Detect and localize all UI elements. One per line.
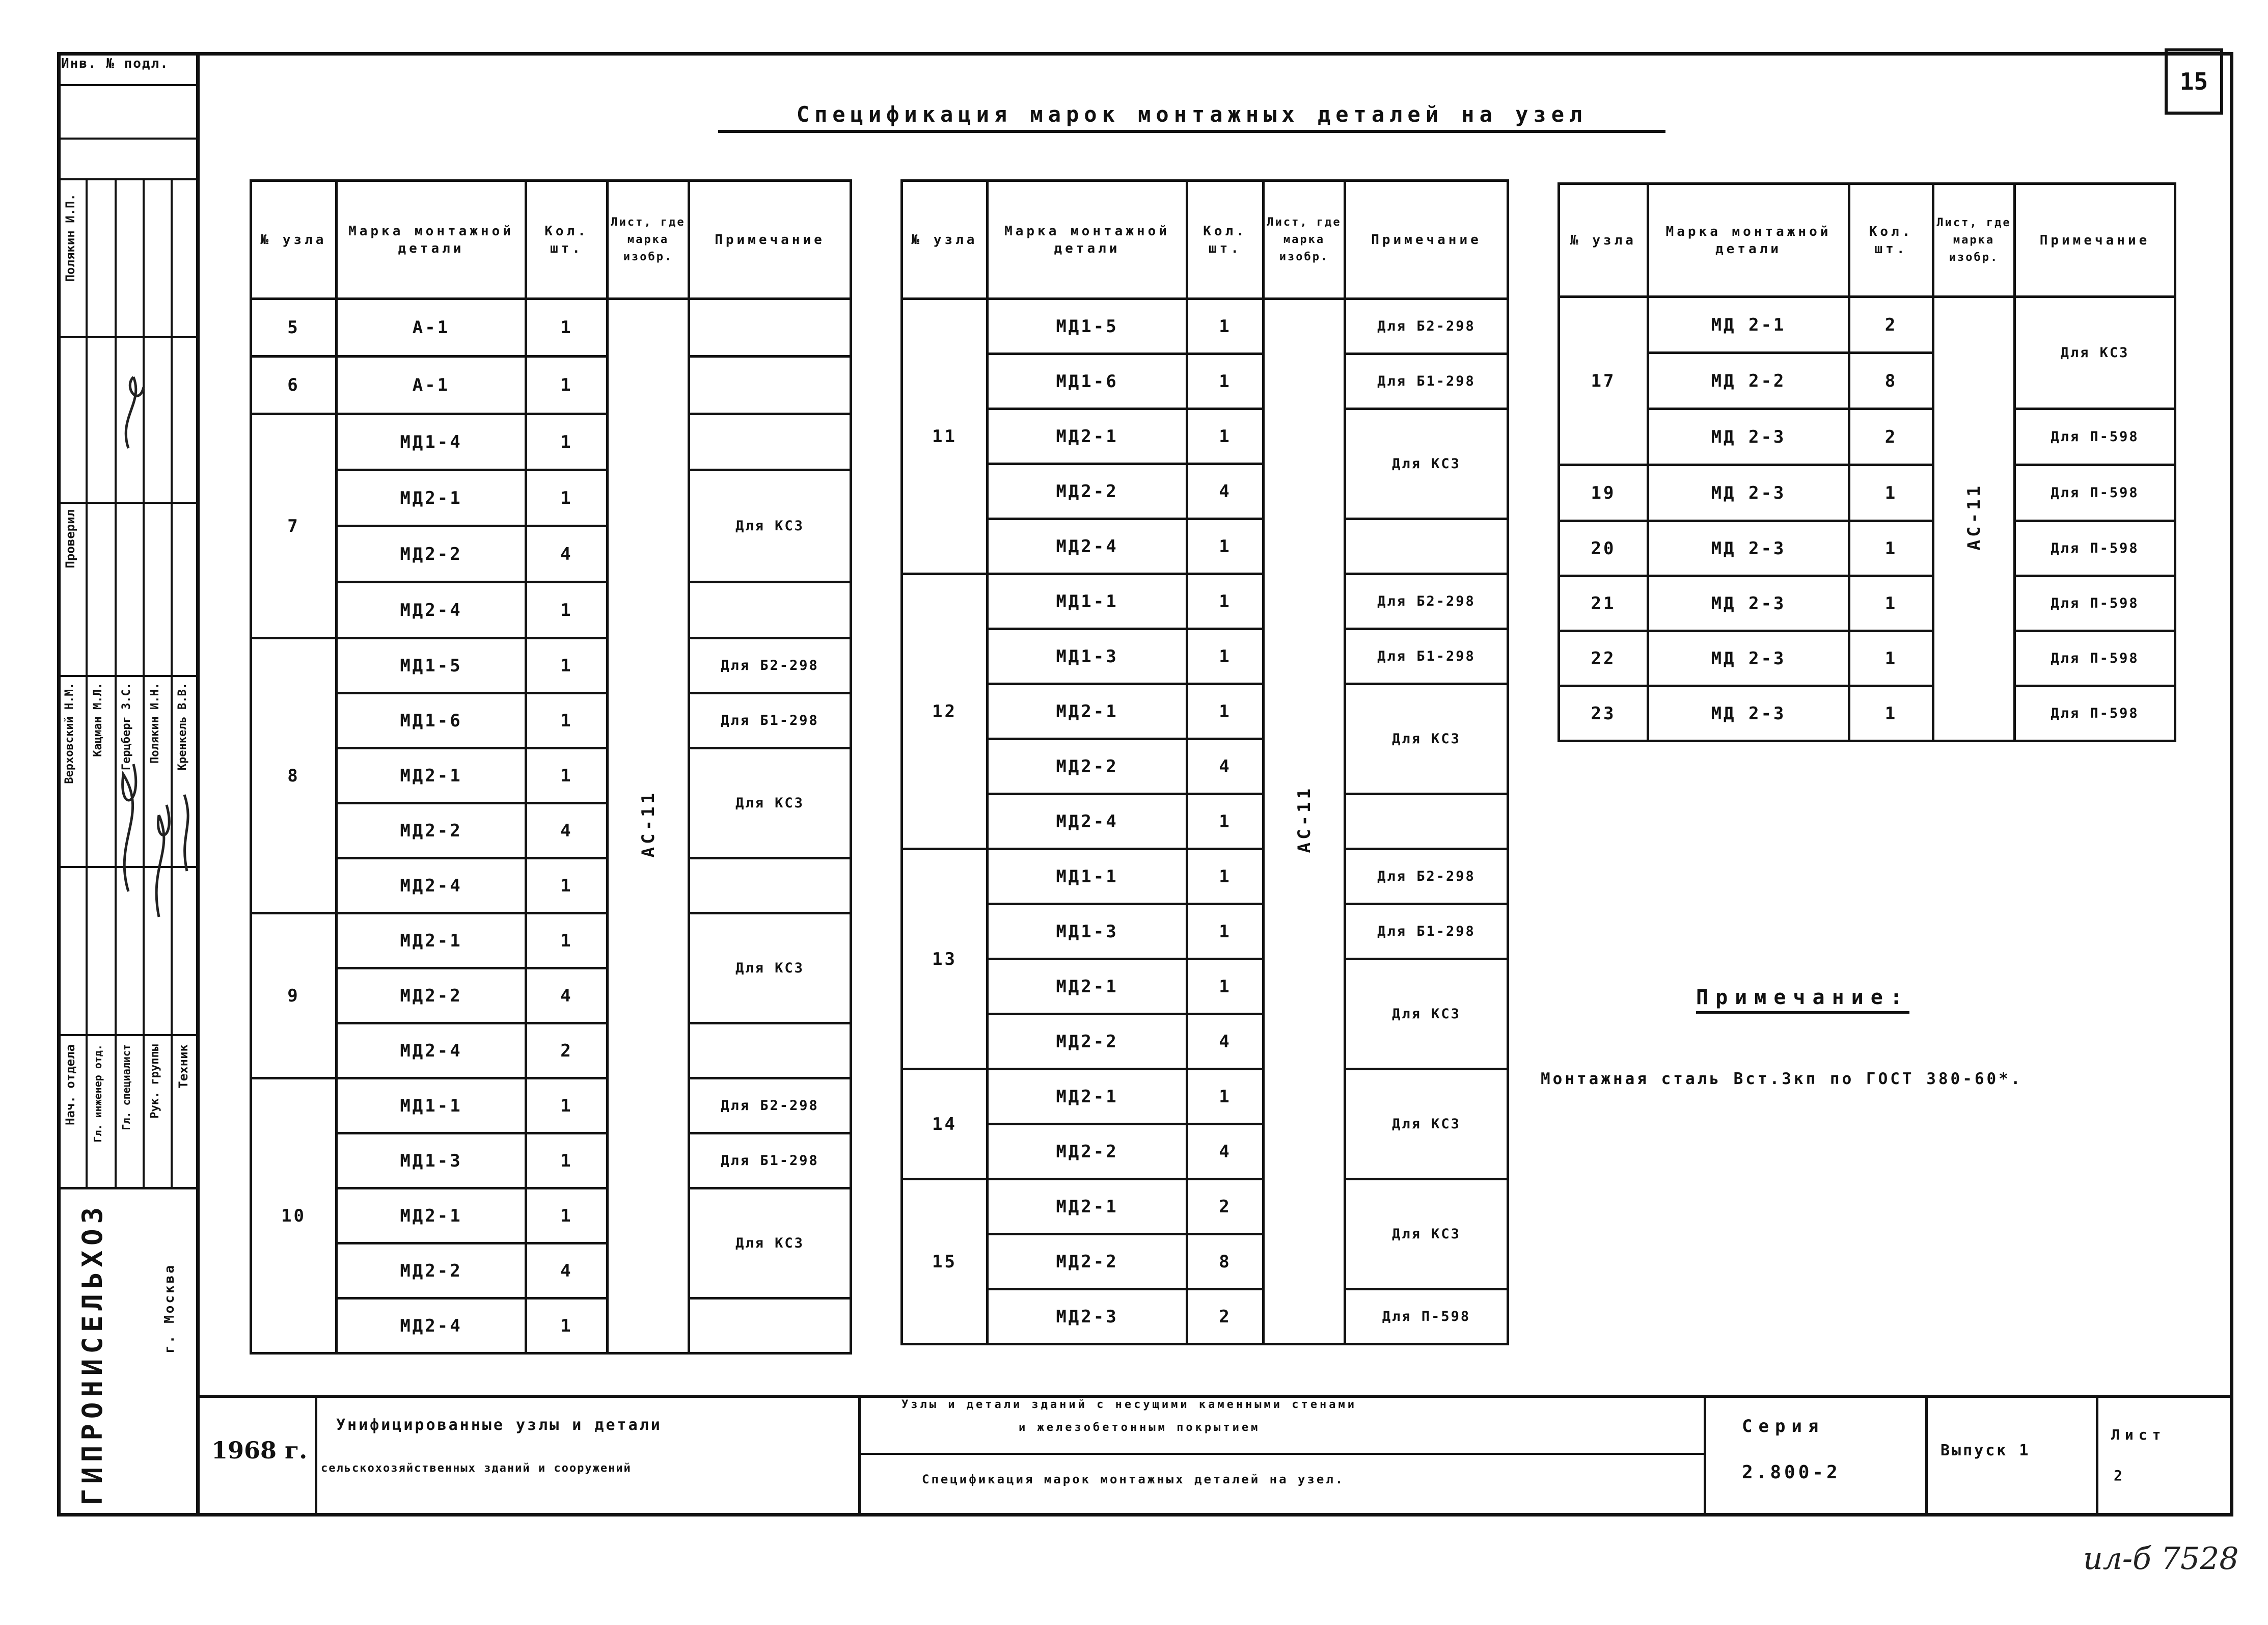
side-hline — [57, 1034, 200, 1036]
cell-note: Для Б2-298 — [689, 638, 851, 693]
cell-qty: 1 — [1187, 409, 1264, 464]
cell-note: Для КС3 — [1345, 1069, 1508, 1179]
cell-qty: 2 — [1849, 409, 1933, 465]
title-block-sheet-label: Лист — [2111, 1426, 2166, 1443]
title-block-hline — [861, 1453, 1704, 1455]
archive-stamp: ил-б 7528 — [2083, 1541, 2239, 1577]
title-block-top-line — [196, 1395, 2233, 1398]
cell-qty: 1 — [526, 1133, 608, 1188]
cell-mark: МД2-1 — [337, 913, 526, 968]
cell-qty: 4 — [526, 968, 608, 1023]
cell-note: Для КС3 — [689, 1188, 851, 1298]
cell-mark: МД2-3 — [988, 1289, 1187, 1344]
cell-note: Для Б1-298 — [689, 1133, 851, 1188]
cell-note: Для П-598 — [2015, 409, 2175, 465]
cell-qty: 4 — [526, 526, 608, 582]
cell-note: Для КС3 — [1345, 1179, 1508, 1289]
cell-note: Для Б2-298 — [1345, 299, 1508, 354]
cell-mark: МД1-3 — [337, 1133, 526, 1188]
cell-mark: МД2-2 — [988, 1014, 1187, 1069]
cell-mark: МД1-5 — [337, 638, 526, 693]
cell-qty: 2 — [1849, 297, 1933, 353]
cell-mark: МД2-2 — [337, 968, 526, 1023]
cell-note: Для КС3 — [689, 470, 851, 582]
cell-qty: 1 — [1187, 794, 1264, 849]
cell-note: Для Б2-298 — [1345, 574, 1508, 629]
cell-mark: МД2-2 — [988, 739, 1187, 794]
title-block-series-value: 2.800-2 — [1742, 1462, 1841, 1483]
spec-table-1 — [250, 179, 852, 1355]
cell-node: 8 — [251, 638, 337, 913]
cell-qty: 1 — [1187, 684, 1264, 739]
cell-mark: А-1 — [337, 299, 526, 357]
cell-qty: 1 — [1187, 299, 1264, 354]
header-qty: Кол. шт. — [1187, 181, 1264, 299]
cell-mark: МД1-1 — [988, 574, 1187, 629]
page-title: Спецификация марок монтажных деталей на узел — [718, 102, 1665, 133]
cell-mark: МД2-1 — [988, 684, 1187, 739]
remark-heading: Примечание: — [1696, 986, 1909, 1014]
header-mark: Марка монтажной детали — [988, 181, 1187, 299]
signature-marks — [57, 357, 200, 1034]
cell-mark: МД2-2 — [988, 1234, 1187, 1289]
header-node: № узла — [251, 181, 337, 299]
cell-qty: 4 — [1187, 1124, 1264, 1179]
cell-mark: МД2-1 — [988, 409, 1187, 464]
signature-1 — [123, 764, 136, 891]
side-hline — [57, 336, 200, 338]
cell-note — [689, 858, 851, 913]
inventory-label: Инв. № подл. — [61, 56, 169, 71]
cell-mark: МД2-2 — [337, 1243, 526, 1298]
cell-node: 22 — [1559, 631, 1648, 686]
cell-mark: МД1-3 — [988, 904, 1187, 959]
cell-note — [689, 299, 851, 357]
cell-mark: МД 2-1 — [1648, 297, 1849, 353]
cell-node: 10 — [251, 1078, 337, 1353]
cell-mark: МД 2-2 — [1648, 353, 1849, 409]
cell-note: Для КС3 — [1345, 959, 1508, 1069]
cell-mark: МД2-4 — [337, 582, 526, 638]
cell-mark: МД2-1 — [988, 1069, 1187, 1124]
cell-mark: МД2-4 — [337, 1298, 526, 1353]
cell-qty: 1 — [1849, 465, 1933, 521]
cell-note: Для П-598 — [2015, 521, 2175, 576]
header-note: Примечание — [2015, 184, 2175, 297]
cell-qty: 2 — [1187, 1289, 1264, 1344]
cell-qty: 1 — [1187, 849, 1264, 904]
header-sheet: Лист, где марка изобр. — [1264, 181, 1345, 299]
cell-mark: МД2-4 — [337, 858, 526, 913]
cell-qty: 1 — [526, 913, 608, 968]
cell-mark: МД1-5 — [988, 299, 1187, 354]
cell-qty: 4 — [526, 803, 608, 858]
header-note: Примечание — [689, 181, 851, 299]
remark-text: Монтажная сталь Вст.3кп по ГОСТ 380-60*. — [1541, 1070, 2023, 1088]
title-block-subject-line1: Узлы и детали зданий с несущими каменными стенами — [901, 1398, 1357, 1411]
cell-qty: 1 — [1187, 354, 1264, 409]
cell-qty: 1 — [526, 638, 608, 693]
cell-mark: МД2-1 — [337, 470, 526, 526]
header-sheet: Лист, где марка изобр. — [1933, 184, 2015, 297]
cell-mark: А-1 — [337, 357, 526, 414]
side-hline — [57, 1187, 200, 1189]
checked-label: Проверил — [63, 509, 77, 568]
cell-node: 13 — [902, 849, 988, 1069]
spec-table-2 — [900, 179, 1509, 1345]
cell-note: Для П-598 — [1345, 1289, 1508, 1344]
cell-note: Для П-598 — [2015, 686, 2175, 741]
staff-name: Полякин И.Н. — [149, 683, 161, 764]
staff-role: Техник — [176, 1044, 190, 1089]
staff-name: Кацман М.Л. — [92, 683, 104, 757]
header-mark: Марка монтажной детали — [1648, 184, 1849, 297]
cell-mark: МД 2-3 — [1648, 465, 1849, 521]
cell-note: Для КС3 — [689, 748, 851, 858]
cell-qty: 1 — [526, 357, 608, 414]
cell-note: Для КС3 — [1345, 684, 1508, 794]
title-block-issue: Выпуск 1 — [1941, 1442, 2031, 1459]
cell-note — [1345, 794, 1508, 849]
title-block-series-label: Серия — [1742, 1416, 1825, 1437]
cell-note: Для П-598 — [2015, 465, 2175, 521]
header-mark: Марка монтажной детали — [337, 181, 526, 299]
cell-node: 21 — [1559, 576, 1648, 631]
staff-role: Нач. отдела — [63, 1044, 77, 1125]
cell-node: 14 — [902, 1069, 988, 1179]
cell-node: 20 — [1559, 521, 1648, 576]
cell-qty: 1 — [526, 693, 608, 748]
cell-node: 11 — [902, 299, 988, 574]
cell-qty: 1 — [1187, 574, 1264, 629]
signature-3 — [184, 795, 188, 871]
staff-role: Гл. инженер отд. — [92, 1044, 104, 1143]
title-block-year: 1968 г. — [211, 1437, 308, 1464]
cell-qty: 1 — [526, 1298, 608, 1353]
cell-qty: 1 — [526, 299, 608, 357]
cell-node: 17 — [1559, 297, 1648, 465]
cell-qty: 2 — [1187, 1179, 1264, 1234]
drawn-label: Полякин И.П. — [63, 194, 77, 282]
cell-note — [689, 582, 851, 638]
staff-name: Кренкель В.В. — [176, 683, 189, 771]
cell-note — [689, 414, 851, 470]
cell-mark: МД2-1 — [337, 748, 526, 803]
cell-mark: МД2-4 — [988, 519, 1187, 574]
staff-name: Герцберг З.С. — [120, 683, 133, 771]
cell-note — [689, 1023, 851, 1078]
cell-qty: 1 — [1187, 904, 1264, 959]
institute-name: ГИПРОНИСЕЛЬХОЗ — [76, 1202, 108, 1506]
cell-node: 9 — [251, 913, 337, 1078]
cell-mark: МД 2-3 — [1648, 631, 1849, 686]
cell-note: Для КС3 — [689, 913, 851, 1023]
cell-note — [1345, 519, 1508, 574]
cell-qty: 1 — [526, 1078, 608, 1133]
title-block-divider — [2096, 1395, 2098, 1516]
cell-qty: 1 — [1849, 521, 1933, 576]
cell-note: Для КС3 — [2015, 297, 2175, 409]
staff-role: Гл. специалист — [120, 1044, 132, 1130]
cell-qty: 1 — [526, 582, 608, 638]
cell-qty: 1 — [1849, 631, 1933, 686]
cell-note: Для Б1-298 — [1345, 354, 1508, 409]
staff-name: Верховский Н.М. — [63, 683, 76, 784]
cell-note — [689, 1298, 851, 1353]
signature-check — [126, 377, 144, 448]
cell-mark: МД1-1 — [337, 1078, 526, 1133]
header-node: № узла — [902, 181, 988, 299]
header-node: № узла — [1559, 184, 1648, 297]
cell-mark: МД1-6 — [988, 354, 1187, 409]
header-sheet: Лист, где марка изобр. — [608, 181, 689, 299]
cell-note: Для П-598 — [2015, 576, 2175, 631]
cell-mark: МД2-2 — [988, 464, 1187, 519]
cell-mark: МД2-2 — [988, 1124, 1187, 1179]
cell-node: 7 — [251, 414, 337, 638]
cell-qty: 1 — [1187, 1069, 1264, 1124]
cell-node: 5 — [251, 299, 337, 357]
header-qty: Кол. шт. — [1849, 184, 1933, 297]
title-block-divider — [858, 1395, 861, 1516]
cell-note: Для КС3 — [1345, 409, 1508, 519]
page-number: 15 — [2165, 48, 2223, 115]
title-block-subject-line2: и железобетонным покрытием — [1019, 1421, 1261, 1434]
cell-node: 12 — [902, 574, 988, 849]
cell-mark: МД 2-3 — [1648, 521, 1849, 576]
side-hline — [57, 84, 200, 86]
cell-qty: 4 — [1187, 464, 1264, 519]
cell-sheet-ref: АС-11 — [1933, 297, 2015, 741]
cell-sheet-ref: АС-11 — [608, 299, 689, 1353]
cell-qty: 2 — [526, 1023, 608, 1078]
cell-qty: 1 — [1187, 629, 1264, 684]
title-block-divider — [1704, 1395, 1706, 1516]
staff-role: Рук. группы — [149, 1044, 161, 1119]
cell-mark: МД2-4 — [988, 794, 1187, 849]
cell-mark: МД 2-3 — [1648, 409, 1849, 465]
cell-qty: 1 — [526, 748, 608, 803]
cell-qty: 8 — [1849, 353, 1933, 409]
cell-note: Для Б1-298 — [1345, 629, 1508, 684]
cell-node: 15 — [902, 1179, 988, 1344]
cell-qty: 1 — [1187, 959, 1264, 1014]
cell-qty: 4 — [1187, 739, 1264, 794]
cell-node: 23 — [1559, 686, 1648, 741]
side-hline — [57, 138, 200, 140]
cell-qty: 8 — [1187, 1234, 1264, 1289]
title-block-org-line2: сельскохозяйственных зданий и сооружений — [321, 1462, 632, 1475]
header-note: Примечание — [1345, 181, 1508, 299]
cell-mark: МД 2-3 — [1648, 576, 1849, 631]
cell-mark: МД1-4 — [337, 414, 526, 470]
cell-mark: МД1-3 — [988, 629, 1187, 684]
cell-qty: 1 — [526, 1188, 608, 1243]
title-block-divider — [1925, 1395, 1928, 1516]
cell-qty: 4 — [526, 1243, 608, 1298]
cell-mark: МД2-2 — [337, 526, 526, 582]
cell-qty: 1 — [1849, 576, 1933, 631]
cell-qty: 1 — [526, 414, 608, 470]
cell-mark: МД1-1 — [988, 849, 1187, 904]
cell-mark: МД1-6 — [337, 693, 526, 748]
cell-qty: 1 — [1187, 519, 1264, 574]
header-qty: Кол. шт. — [526, 181, 608, 299]
signature-2 — [156, 805, 169, 917]
title-block-sheet-value: 2 — [2114, 1467, 2122, 1484]
cell-mark: МД2-1 — [988, 959, 1187, 1014]
cell-node: 19 — [1559, 465, 1648, 521]
cell-note: Для П-598 — [2015, 631, 2175, 686]
cell-qty: 1 — [526, 858, 608, 913]
institute-city: г. Москва — [162, 1263, 177, 1353]
cell-mark: МД2-4 — [337, 1023, 526, 1078]
side-hline — [57, 178, 200, 180]
cell-note: Для Б2-298 — [689, 1078, 851, 1133]
cell-note — [689, 357, 851, 414]
title-block-sheet-title: Спецификация марок монтажных деталей на узел. — [922, 1472, 1345, 1486]
cell-qty: 4 — [1187, 1014, 1264, 1069]
cell-qty: 1 — [1849, 686, 1933, 741]
cell-note: Для Б2-298 — [1345, 849, 1508, 904]
cell-note: Для Б1-298 — [1345, 904, 1508, 959]
title-block-org-line1: Унифицированные узлы и детали — [336, 1416, 662, 1434]
cell-sheet-ref: АС-11 — [1264, 299, 1345, 1344]
cell-node: 6 — [251, 357, 337, 414]
cell-mark: МД2-2 — [337, 803, 526, 858]
spec-table-3 — [1557, 182, 2176, 742]
cell-qty: 1 — [526, 470, 608, 526]
cell-mark: МД 2-3 — [1648, 686, 1849, 741]
title-block-divider — [315, 1395, 317, 1516]
cell-mark: МД2-1 — [337, 1188, 526, 1243]
cell-note: Для Б1-298 — [689, 693, 851, 748]
cell-mark: МД2-1 — [988, 1179, 1187, 1234]
